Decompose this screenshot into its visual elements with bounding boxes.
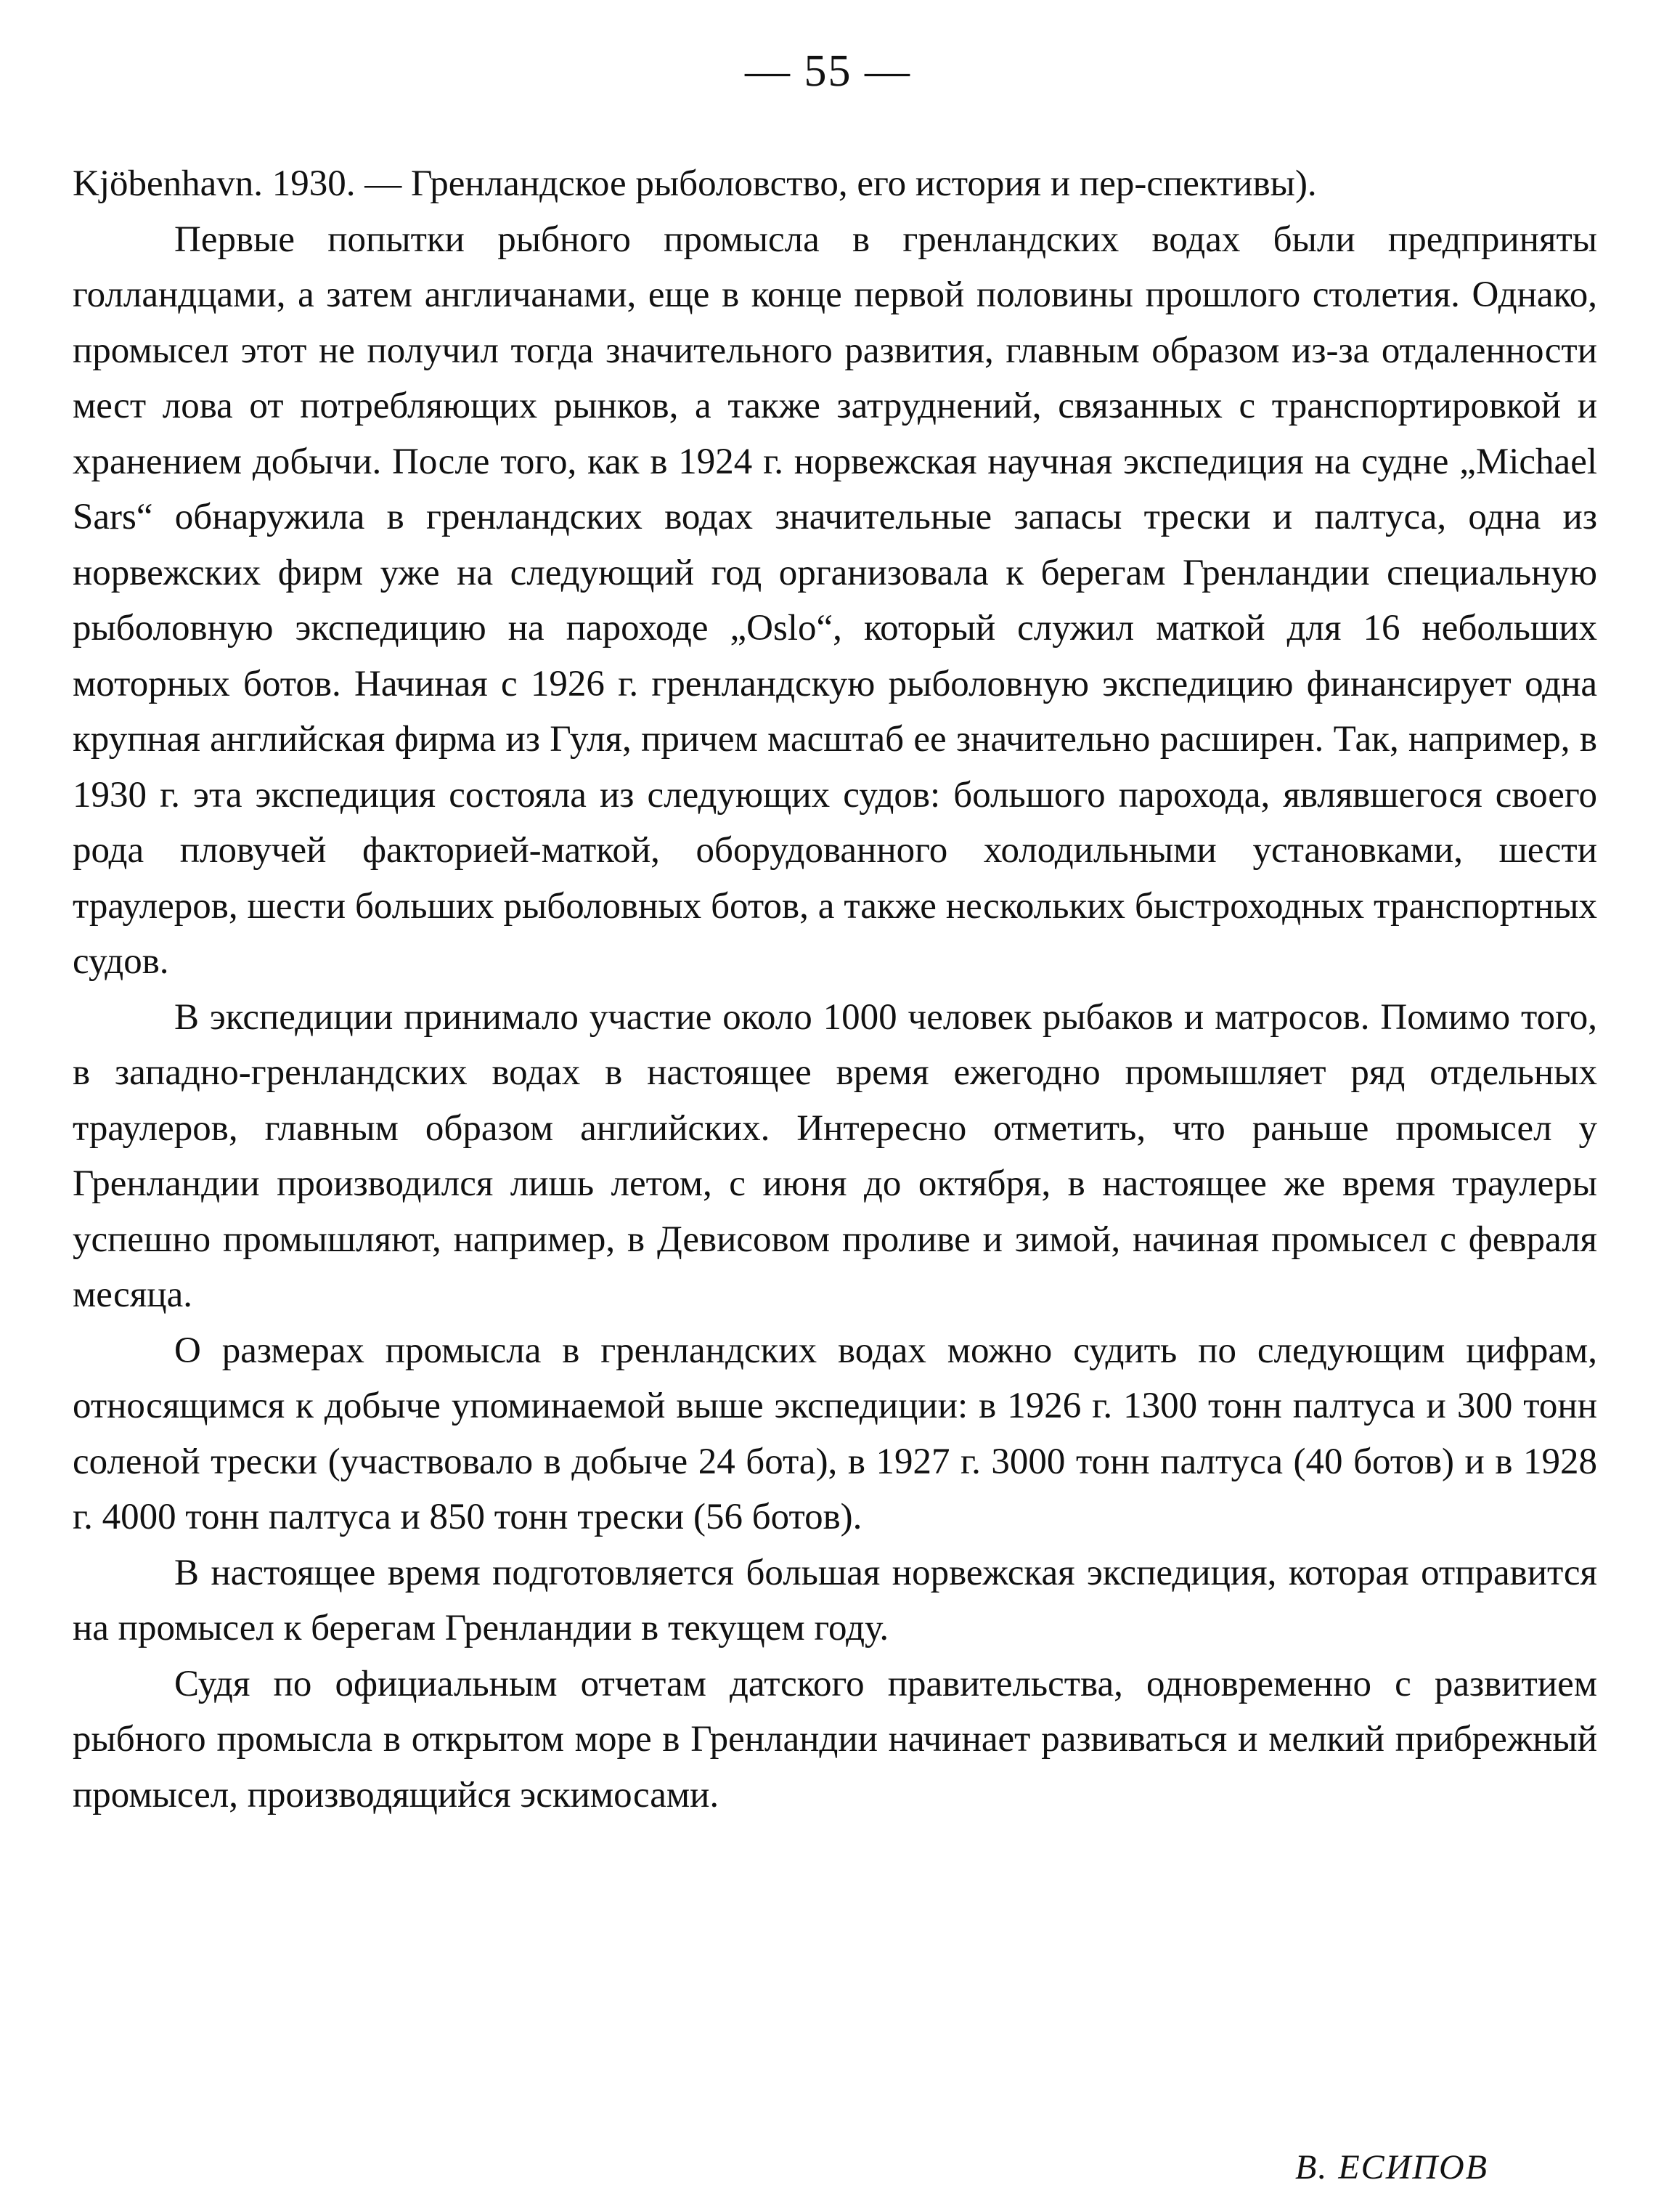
paragraph-coastal-fishing: Судя по официальным отчетам датского правительства, одновременно с развитием рыбного промысла в открытом море в Гренландии начинает развиваться и мелкий прибрежный промысел, производящийся эскимосами. — [73, 1663, 1597, 1815]
paragraph-norwegian-expedition: В настоящее время подготовляется большая норвежская экспедиция, которая отправится на промысел к берегам Гренландии в текущем году. — [73, 1552, 1597, 1648]
paragraph-early-attempts: Первые попытки рыбного промысла в гренландских водах были предприняты голландцами, а затем англичанами, еще в конце первой половины прошлого столетия. Однако, промысел этот не получил тогда значительного развития, главным образом из-за отдаленности мест лова от потребляющих рынков, а также затруднений, связанных с транспортировкой и хранением добычи. После того, как в 1924 г. норвежская научная экспедиция на судне „Michael Sars“ обнаружила в гренландских водах значительные запасы трески и палтуса, одна из норвежских фирм уже на следующий год организовала к берегам Гренландии специальную рыболовную экспедицию на пароходе „Oslo“, который служил маткой для 16 небольших моторных ботов. Начиная с 1926 г. гренландскую рыболовную экспедицию финансирует одна крупная английская фирма из Гуля, причем масштаб ее значительно расширен. Так, например, в 1930 г. эта экспедиция состояла из следующих судов: большого парохода, являвшегося своего рода пловучей факторией-маткой, оборудованного холодильными установками, шести траулеров, шести больших рыболовных ботов, а также нескольких быстроходных транспортных судов. — [73, 219, 1597, 982]
paragraph-catch-figures: О размерах промысла в гренландских водах можно судить по следующим цифрам, относящимся к добыче упоминаемой выше экспедиции: в 1926 г. 1300 тонн палтуса и 300 тонн соленой трески (участвовало в добыче 24 бота), в 1927 г. 3000 тонн палтуса (40 ботов) и в 1928 г. 4000 тонн палтуса и 850 тонн трески (56 ботов). — [73, 1330, 1597, 1537]
paragraph-expedition-participants: В экспедиции принимало участие около 1000 человек рыбаков и матросов. Помимо того, в западно-гренландских водах в настоящее время ежегодно промышляет ряд отдельных траулеров, главным образом английских. Интересно отметить, что раньше промысел у Гренландии производился лишь летом, с июня до октября, в настоящее же время траулеры успешно промышляют, например, в Девисовом проливе и зимой, начиная промысел с февраля месяца. — [73, 996, 1597, 1315]
body-text — [73, 156, 1597, 1823]
paragraph-citation-end: Kjöbenhavn. 1930. — Гренландское рыболовство, его история и пер-спективы). — [73, 163, 1317, 204]
page-number: — 55 — — [745, 46, 911, 96]
author-signature: В. ЕСИПОВ — [1295, 2148, 1488, 2187]
